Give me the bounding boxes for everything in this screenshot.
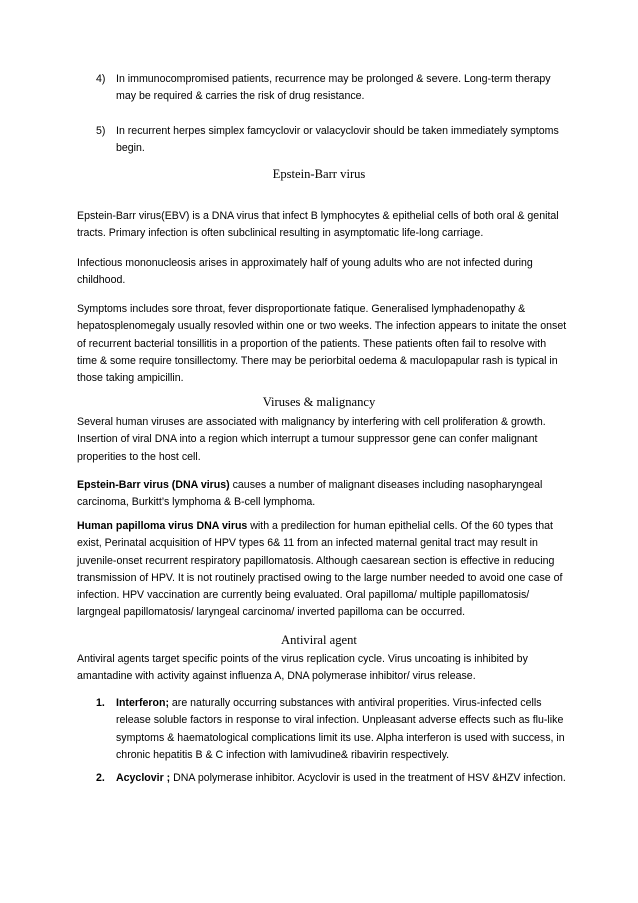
antiviral-paragraph-1: Antiviral agents target specific points of the virus replication cycle. Virus uncoating is inhibited by amantadine with activity against influenza A, DNA polymerase inhibitor/ virus release.	[77, 653, 528, 683]
list-item-5	[96, 123, 566, 158]
list-text	[96, 695, 566, 764]
malignancy-paragraph-3	[77, 518, 569, 622]
ebv-paragraph-1: Epstein-Barr virus(EBV) is a DNA virus that infect B lymphocytes & epithelial cells of both oral & genital tracts. Primary infection is often subclinical resulting in asymptomatic life-long carriage.	[77, 210, 559, 240]
ebv-paragraph-2: Infectious mononucleosis arises in approximately half of young adults who are not infected during childhood.	[77, 257, 533, 287]
list-text: In immunocompromised patients, recurrence may be prolonged & severe. Long-term therapy may be required & carries the risk of drug resistance.	[116, 73, 551, 103]
ebv-paragraph-3: Symptoms includes sore throat, fever disproportionate fatique. Generalised lymphadenopathy & hepatosplenomegaly usually resovled within one or two weeks. The infection appears to initate the onset of recurrent bacterial tonsillitis in a proportion of the patients. These patients often fail to resolve with time & some require tonsillectomy. There may be periorbital oedema & maculopapular rash is typical in those taking ampicillin.	[77, 303, 567, 385]
ebv-description: causes a number of malignant diseases including nasopharyngeal carcinoma, Burkitt’s lymphoma & B-cell lymphoma.	[77, 479, 543, 509]
interferon-label: Interferon;	[116, 697, 169, 709]
list-item-4	[96, 71, 566, 106]
malignancy-paragraph-1: Several human viruses are associated with malignancy by interfering with cell proliferation & growth. Insertion of viral DNA into a region which interrupt a tumour suppressor gene can confer malignant properities to the host cell.	[77, 416, 546, 463]
ebv-bold-label: Epstein-Barr virus (DNA virus)	[77, 479, 230, 491]
acyclovir-description: DNA polymerase inhibitor. Acyclovir is used in the treatment of HSV &HZV infection.	[170, 772, 566, 784]
list-number: 5)	[96, 125, 106, 137]
interferon-description: are naturally occurring substances with antiviral properities. Virus-infected cells release soluble factors in response to viral infection. Unpleasant adverse effects such as flu-like symptoms & haematological complications limit its use. Alpha interferon is used with success, in chronic hepatitis B & C infection with lamivudine& ribavirin respectively.	[116, 697, 565, 761]
hpv-bold-label: Human papilloma virus DNA virus	[77, 520, 248, 532]
malignancy-paragraph-2	[77, 477, 569, 512]
list-number: 2.	[96, 772, 105, 784]
list-text: In recurrent herpes simplex famcyclovir or valacyclovir should be taken immediately symptoms begin.	[116, 125, 559, 155]
hpv-description: with a predilection for human epithelial cells. Of the 60 types that exist, Perinatal acquisition of HPV types 6& 11 from an infected maternal genital tract may result in juvenile-onset recurrent respiratory papillomatosis. Although caesarean section is effective in reducing transmission of HPV. It is not routinely practised owing to the large number needed to avoid one case of infection. HPV vaccination are currently being evaluated. Oral papilloma/ multiple papillomatosis/ largngeal papillomatosis/ laryngeal carcinoma/ inverted papilloma can be occurred.	[77, 520, 563, 619]
heading-viruses-malignancy: Viruses & malignancy	[262, 395, 376, 409]
heading-antiviral-agent: Antiviral agent	[281, 633, 357, 647]
acyclovir-label: Acyclovir ;	[116, 772, 171, 784]
heading-epstein-barr: Epstein-Barr virus	[272, 167, 366, 181]
list-text	[96, 770, 566, 787]
list-number: 4)	[96, 73, 106, 85]
list-number: 1.	[96, 697, 105, 709]
antiviral-item-2	[96, 770, 566, 787]
antiviral-item-1	[96, 695, 566, 764]
